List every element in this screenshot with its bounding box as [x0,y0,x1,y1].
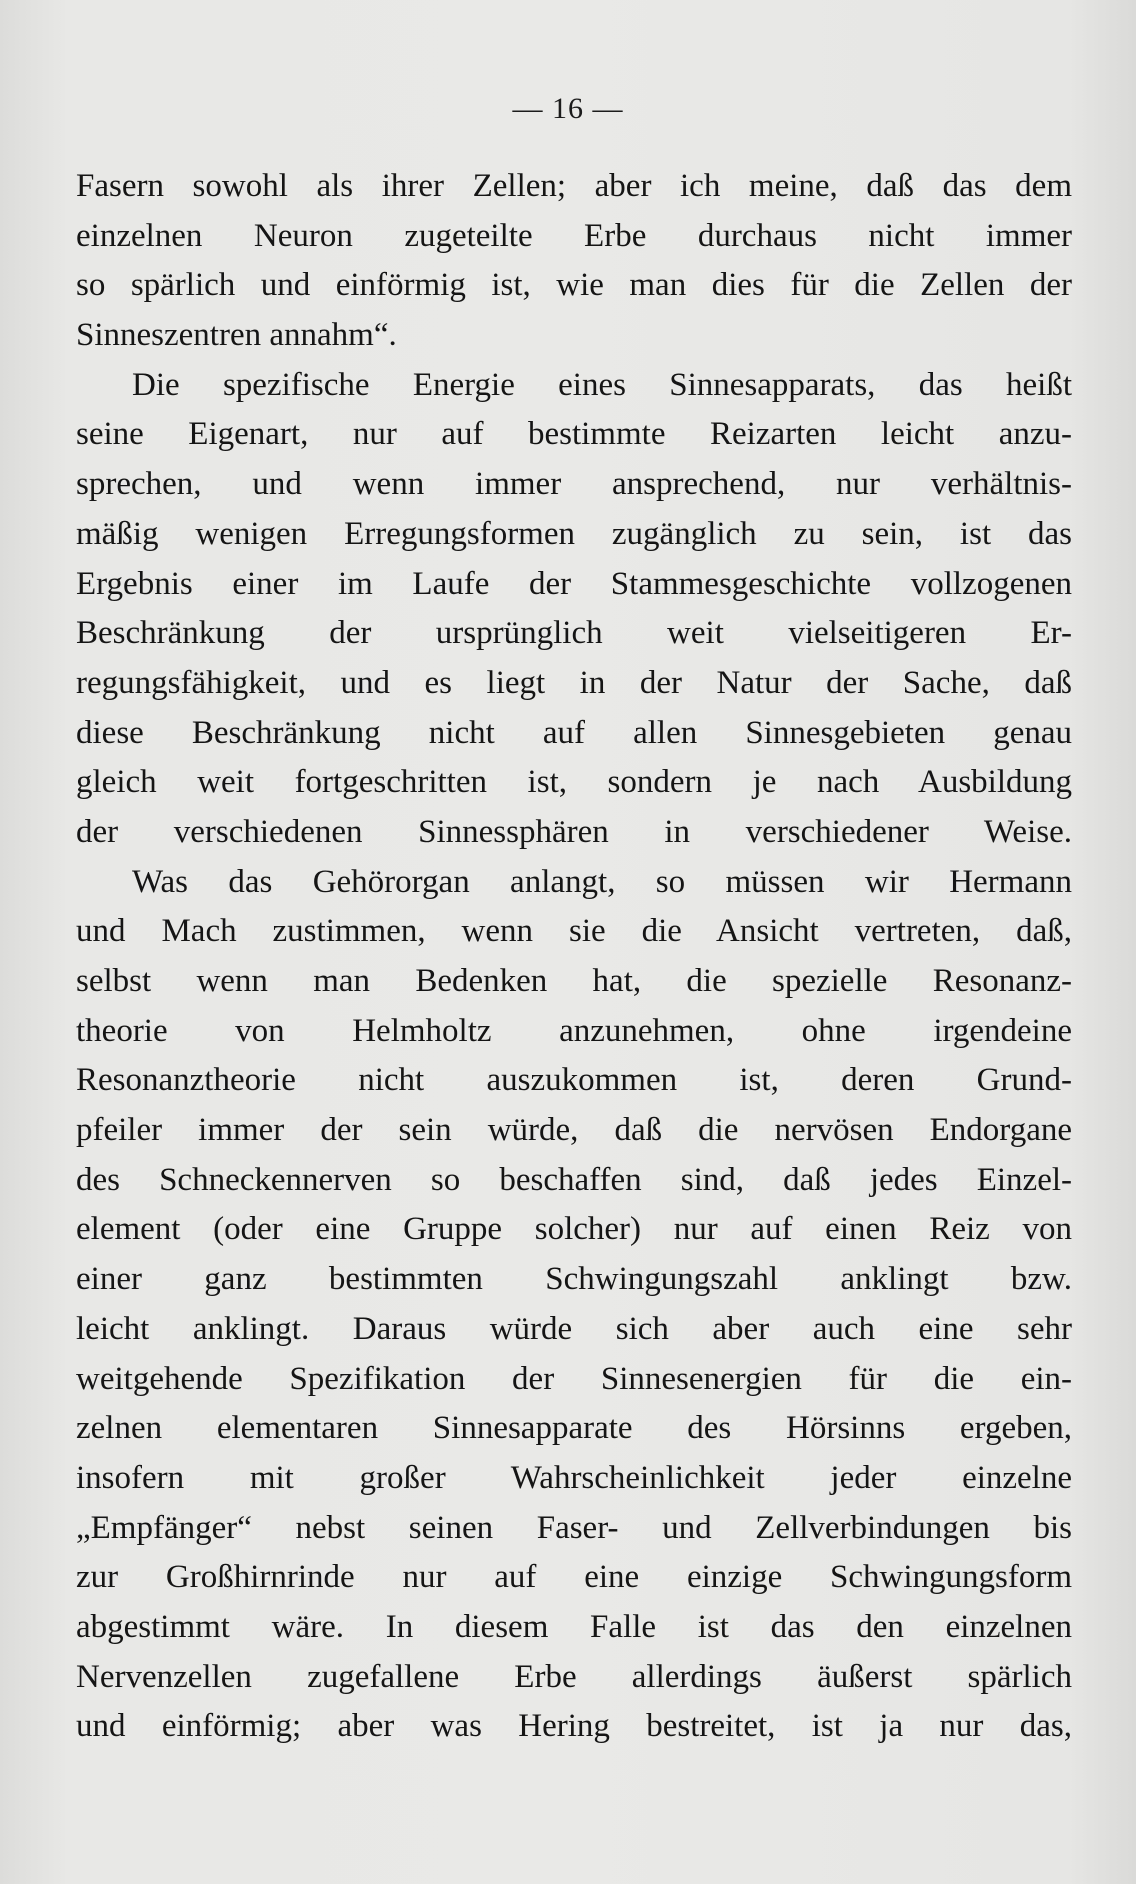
text-line: Was das Gehörorgan anlangt, so müssen wir Hermann [132,863,1072,900]
text-line: sprechen, und wenn immer ansprechend, nur verhältnis- [76,466,1072,503]
body-text [76,162,1072,1752]
text-line: Ergebnis einer im Laufe der Stammesgeschichte vollzogenen [76,565,1072,602]
text-line: leicht anklingt. Daraus würde sich aber auch eine sehr [76,1310,1072,1347]
text-line: und Mach zustimmen, wenn sie die Ansicht vertreten, daß, [76,913,1072,950]
text-line: gleich weit fortgeschritten ist, sondern je nach Ausbildung [76,764,1072,801]
text-line: so spärlich und einförmig ist, wie man dies für die Zellen der [76,267,1072,304]
text-line: „Empfänger“ nebst seinen Faser- und Zellverbindungen bis [76,1509,1072,1546]
text-line: einzelnen Neuron zugeteilte Erbe durchaus nicht immer [76,217,1072,254]
text-line: theorie von Helmholtz anzunehmen, ohne irgendeine [76,1012,1072,1049]
text-line: regungsfähigkeit, und es liegt in der Natur der Sache, daß [76,664,1072,701]
text-line: diese Beschränkung nicht auf allen Sinnesgebieten genau [76,714,1072,751]
text-line: und einförmig; aber was Hering bestreitet, ist ja nur das, [76,1708,1072,1745]
text-line: Sinneszentren annahm“. [76,317,397,354]
text-line: zur Großhirnrinde nur auf eine einzige Schwingungsform [76,1559,1072,1596]
text-line: seine Eigenart, nur auf bestimmte Reizarten leicht anzu- [76,416,1072,453]
text-line: pfeiler immer der sein würde, daß die nervösen Endorgane [76,1112,1072,1149]
text-line: Nervenzellen zugefallene Erbe allerdings äußerst spärlich [76,1658,1072,1695]
text-line: element (oder eine Gruppe solcher) nur auf einen Reiz von [76,1211,1072,1248]
text-line: zelnen elementaren Sinnesapparate des Hörsinns ergeben, [76,1410,1072,1447]
text-line: insofern mit großer Wahrscheinlichkeit jeder einzelne [76,1459,1072,1496]
text-line: Beschränkung der ursprünglich weit vielseitigeren Er- [76,615,1072,652]
text-line: der verschiedenen Sinnessphären in verschiedener Weise. [76,813,1072,850]
text-line: mäßig wenigen Erregungsformen zugänglich zu sein, ist das [76,515,1072,552]
text-line: Die spezifische Energie eines Sinnesapparats, das heißt [132,366,1072,403]
text-line: Fasern sowohl als ihrer Zellen; aber ich meine, daß das dem [76,168,1072,204]
text-line: Resonanztheorie nicht auszukommen ist, deren Grund- [76,1062,1072,1099]
text-line: weitgehende Spezifikation der Sinnesenergien für die ein- [76,1360,1072,1397]
text-line: des Schneckennerven so beschaffen sind, daß jedes Einzel- [76,1161,1072,1198]
text-line: selbst wenn man Bedenken hat, die spezielle Resonanz- [76,963,1072,999]
text-line: einer ganz bestimmten Schwingungszahl anklingt bzw. [76,1261,1072,1298]
text-line: abgestimmt wäre. In diesem Falle ist das den einzelnen [76,1608,1072,1645]
page-number-header: — 16 — [512,92,624,125]
